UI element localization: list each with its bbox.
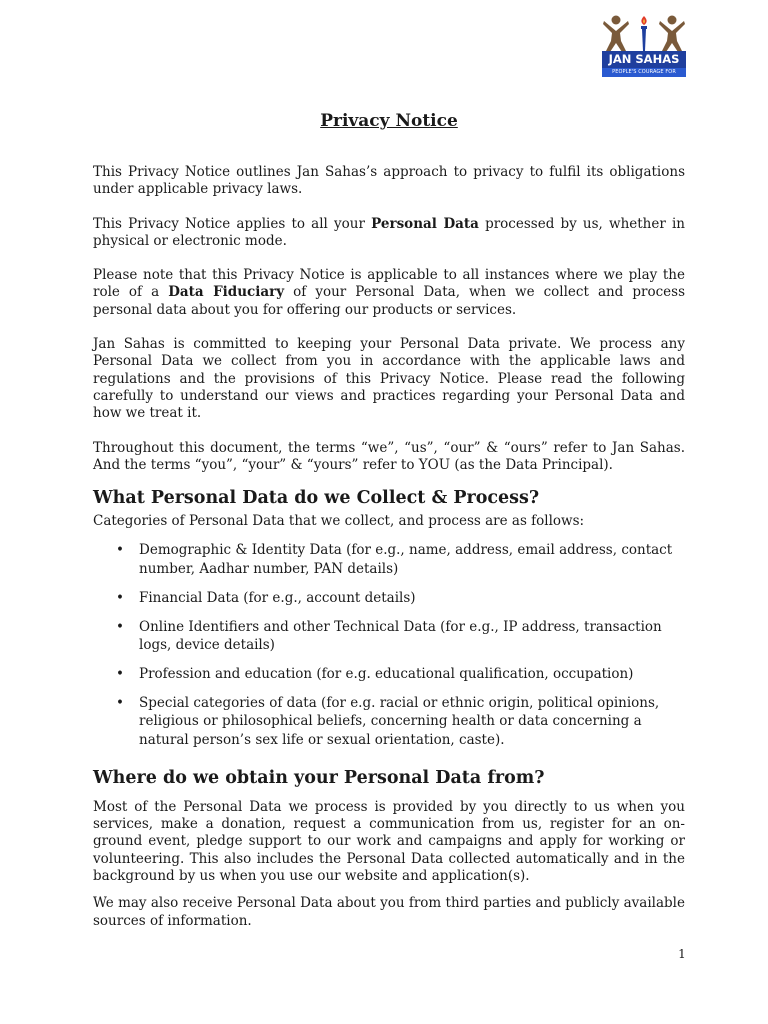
- page-number: 1: [678, 947, 686, 961]
- section-heading-obtain: Where do we obtain your Personal Data from?: [93, 767, 545, 788]
- figures-torch-icon: [600, 14, 688, 54]
- obtain-paragraph-2: We may also receive Personal Data about you from third parties and publicly available sources of information.: [93, 895, 685, 929]
- section-lead: Categories of Personal Data that we collect, and process are as follows:: [93, 513, 585, 530]
- list-item: • Profession and education (for e.g. educational qualification, occupation): [93, 665, 685, 684]
- logo-tagline: PEOPLE'S COURAGE FOR CHANGE: [602, 68, 686, 77]
- jan-sahas-logo: [600, 14, 688, 84]
- intro-paragraph-3: Please note that this Privacy Notice is applicable to all instances where we play the role of a Data Fiduciary of your Personal Data, when we collect and process personal data about you for offering our products or services.: [93, 267, 685, 318]
- list-item: • Financial Data (for e.g., account details): [93, 589, 685, 608]
- obtain-paragraph-1: Most of the Personal Data we process is provided by you directly to us when you services, make a donation, request a communication from us, register for an on-ground event, pledge support to our work and campaigns and apply for working or volunteering. This also includes the Personal Data collected automatically and in the background by us when you use our website and application(s).: [93, 798, 685, 884]
- intro-paragraph-5: Throughout this document, the terms “we”, “us”, “our” & “ours” refer to Jan Sahas. And the terms “you”, “your” & “yours” refer to YOU (as the Data Principal).: [93, 439, 685, 473]
- personal-data-term: Personal Data: [371, 215, 479, 232]
- logo-name: JAN SAHAS: [602, 51, 686, 68]
- data-categories-list: [93, 541, 685, 749]
- list-item: • Special categories of data (for e.g. racial or ethnic origin, political opinions, religious or philosophical beliefs, concerning health or data concerning a natural person’s sex life or sexual orientation, caste).: [93, 694, 685, 750]
- list-item: • Online Identifiers and other Technical Data (for e.g., IP address, transaction logs, device details): [93, 618, 685, 655]
- document-body: [93, 108, 685, 930]
- section-heading-collect: What Personal Data do we Collect & Process?: [93, 488, 540, 509]
- intro-paragraph-1: This Privacy Notice outlines Jan Sahas’s approach to privacy to fulfil its obligations under applicable privacy laws.: [93, 164, 685, 198]
- data-fiduciary-term: Data Fiduciary: [168, 284, 285, 301]
- intro-paragraph-4: Jan Sahas is committed to keeping your Personal Data private. We process any Personal Data we collect from you in accordance with the applicable laws and regulations and the provisions of this Privacy Notice. Please read the following carefully to understand our views and practices regarding your Personal Data and how we treat it.: [93, 336, 685, 422]
- list-item: • Demographic & Identity Data (for e.g., name, address, email address, contact number, Aadhar number, PAN details): [93, 541, 685, 578]
- intro-paragraph-2: This Privacy Notice applies to all your Personal Data processed by us, whether in physical or electronic mode.: [93, 215, 685, 249]
- page-title: Privacy Notice: [320, 111, 458, 131]
